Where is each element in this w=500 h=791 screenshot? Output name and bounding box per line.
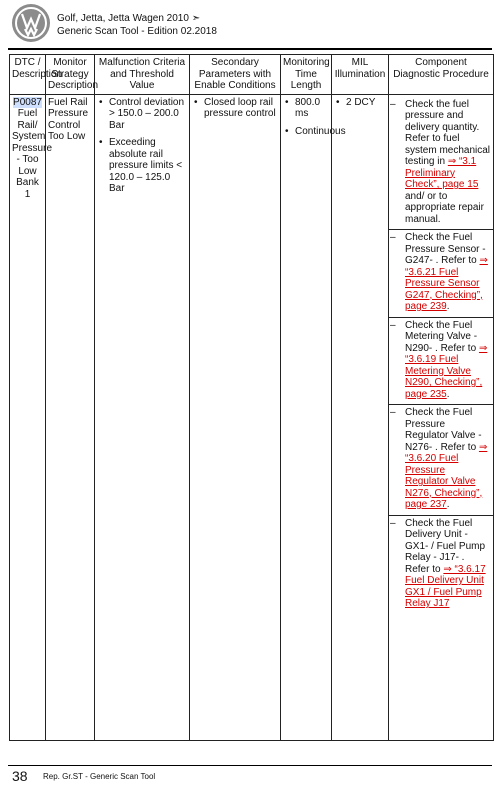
- col-header: Monitor Strategy Description: [46, 55, 95, 95]
- procedure-link[interactable]: ⇒ “3.1 Preliminary Check”, page 15: [405, 156, 479, 190]
- procedure-item: [389, 230, 493, 318]
- page-number: 38: [12, 768, 28, 784]
- col-header: DTC / Description: [10, 55, 46, 95]
- col-header: Monitoring Time Length: [281, 55, 332, 95]
- list-item: • Exceeding absolute rail pressure limits < 120.0 – 125.0 Bar: [97, 137, 187, 195]
- dtc-table: [9, 54, 494, 741]
- col-header: Malfunction Criteria and Threshold Value: [95, 55, 190, 95]
- procedure-text: Check the fuel pressure and delivery quantity. Refer to fuel system mechanical testing in: [405, 98, 491, 167]
- list-item: • 2 DCY: [334, 97, 386, 109]
- col-header: Component Diagnostic Procedure: [389, 55, 494, 95]
- procedure-item: [389, 97, 493, 231]
- procedure-after: .: [446, 499, 450, 510]
- col-header: Secondary Parameters with Enable Conditions: [190, 55, 281, 95]
- header-title: Golf, Jetta, Jetta Wagen 2010: [57, 13, 189, 24]
- procedure-item: [389, 405, 493, 516]
- time-cell: [281, 94, 346, 740]
- procedure-link[interactable]: ⇒ “3.6.21 Fuel Pressure Sensor G247, Checking”, page 239: [405, 255, 488, 312]
- procedure-item: [389, 516, 493, 614]
- list-item: • Closed loop rail pressure control: [192, 97, 278, 120]
- list-item: • 800.0 ms: [283, 97, 329, 120]
- arrow-icon: ➣: [191, 13, 201, 24]
- procedure-link[interactable]: ⇒ “3.6.20 Fuel Pressure Regulator Valve N276, Checking”, page 237: [405, 441, 488, 510]
- procedure-after: and/ or to appropriate repair manual.: [405, 190, 484, 225]
- vw-logo: [12, 4, 50, 42]
- procedure-text: Check the Fuel Pressure Sensor - G247- . Refer to: [405, 232, 486, 266]
- procedure-link[interactable]: ⇒ “3.6.17 Fuel Delivery Unit GX1 / Fuel Pump Relay J17: [405, 563, 486, 609]
- table-row: [10, 94, 494, 740]
- procedure-text: Check the Fuel Delivery Unit - GX1- / Fuel Pump Relay - J17- . Refer to: [405, 517, 486, 575]
- criteria-cell: [95, 94, 190, 740]
- monitor-cell: Fuel Rail Pressure Control Too Low: [46, 94, 95, 740]
- procedure-item: [389, 318, 493, 406]
- document-header: [57, 12, 217, 38]
- dtc-code[interactable]: P0087: [13, 96, 42, 108]
- procedure-after: .: [446, 388, 450, 400]
- procedure-cell: [389, 94, 494, 740]
- list-item: • Control deviation > 150.0 – 200.0 Bar: [97, 97, 187, 132]
- list-item: • Continuous: [283, 126, 329, 138]
- procedure-text: Check the Fuel Metering Valve - N290- . Refer to: [405, 319, 478, 354]
- dtc-description: Fuel Rail/ System Pressure - Too Low Bank 1: [12, 108, 53, 200]
- footer-rule: [8, 765, 492, 766]
- procedure-after: .: [446, 301, 450, 312]
- col-header: MIL Illumination: [332, 55, 389, 95]
- dtc-cell: [10, 94, 53, 740]
- procedure-text: Check the Fuel Pressure Regulator Valve - N276- . Refer to: [405, 407, 482, 453]
- procedure-link[interactable]: ⇒ “3.6.19 Fuel Metering Valve N290, Checking”, page 235: [405, 342, 488, 400]
- header-subtitle: Generic Scan Tool - Edition 02.2018: [57, 26, 217, 37]
- mil-cell: [332, 94, 389, 740]
- header-rule: [8, 48, 492, 50]
- secondary-cell: [190, 94, 281, 740]
- footer-title: Rep. Gr.ST - Generic Scan Tool: [43, 772, 156, 781]
- table-header-row: [10, 55, 494, 95]
